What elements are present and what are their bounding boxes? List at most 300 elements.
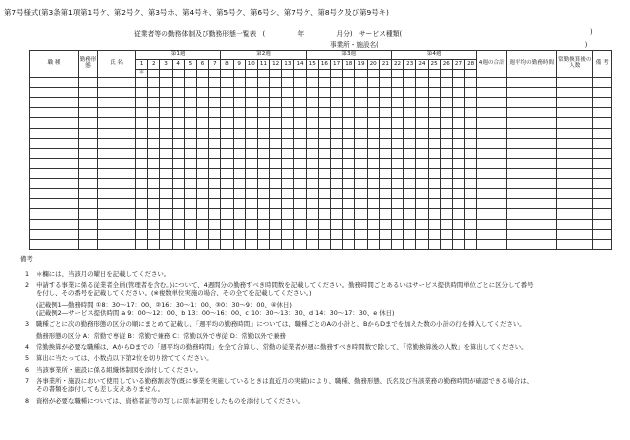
entry-cell[interactable] (428, 88, 440, 98)
entry-cell[interactable] (318, 168, 330, 178)
entry-cell[interactable] (257, 138, 269, 148)
entry-cell[interactable] (160, 88, 172, 98)
entry-cell[interactable] (79, 88, 98, 98)
entry-cell[interactable] (391, 138, 403, 148)
entry-cell[interactable] (306, 88, 318, 98)
entry-cell[interactable] (507, 88, 557, 98)
entry-cell[interactable] (318, 199, 330, 209)
entry-cell[interactable] (184, 209, 196, 219)
entry-cell[interactable] (306, 219, 318, 229)
entry-cell[interactable] (294, 189, 306, 199)
entry-cell[interactable] (136, 179, 148, 189)
entry-cell[interactable] (172, 78, 184, 88)
entry-cell[interactable] (367, 179, 379, 189)
entry-cell[interactable] (465, 118, 477, 128)
entry-cell[interactable] (98, 229, 136, 239)
entry-cell[interactable] (331, 189, 343, 199)
entry-cell[interactable] (428, 229, 440, 239)
entry-cell[interactable] (355, 168, 367, 178)
entry-cell[interactable] (148, 179, 160, 189)
entry-cell[interactable] (160, 98, 172, 108)
entry-cell[interactable] (318, 138, 330, 148)
entry-cell[interactable] (184, 118, 196, 128)
weekday-cell[interactable] (148, 70, 160, 78)
entry-cell[interactable] (557, 219, 593, 229)
entry-cell[interactable] (404, 88, 416, 98)
entry-cell[interactable] (452, 179, 464, 189)
entry-cell[interactable] (184, 88, 196, 98)
entry-cell[interactable] (245, 138, 257, 148)
entry-cell[interactable] (257, 219, 269, 229)
entry-cell[interactable] (294, 128, 306, 138)
entry-cell[interactable] (160, 168, 172, 178)
entry-cell[interactable] (136, 128, 148, 138)
entry-cell[interactable] (98, 138, 136, 148)
entry-cell[interactable] (507, 128, 557, 138)
entry-cell[interactable] (136, 148, 148, 158)
entry-cell[interactable] (557, 148, 593, 158)
entry-cell[interactable] (245, 239, 257, 249)
entry-cell[interactable] (391, 189, 403, 199)
entry-cell[interactable] (282, 199, 294, 209)
entry-cell[interactable] (343, 179, 355, 189)
entry-cell[interactable] (477, 219, 507, 229)
entry-cell[interactable] (30, 219, 79, 229)
entry-cell[interactable] (79, 209, 98, 219)
entry-cell[interactable] (391, 158, 403, 168)
entry-cell[interactable] (440, 179, 452, 189)
entry-cell[interactable] (557, 179, 593, 189)
entry-cell[interactable] (257, 179, 269, 189)
entry-cell[interactable] (416, 128, 428, 138)
entry-cell[interactable] (282, 98, 294, 108)
entry-cell[interactable] (391, 239, 403, 249)
entry-cell[interactable] (367, 229, 379, 239)
entry-cell[interactable] (282, 88, 294, 98)
entry-cell[interactable] (79, 158, 98, 168)
entry-cell[interactable] (428, 148, 440, 158)
entry-cell[interactable] (416, 168, 428, 178)
entry-cell[interactable] (209, 199, 221, 209)
entry-cell[interactable] (270, 138, 282, 148)
entry-cell[interactable] (233, 229, 245, 239)
entry-cell[interactable] (477, 189, 507, 199)
entry-cell[interactable] (209, 158, 221, 168)
entry-cell[interactable] (557, 138, 593, 148)
entry-cell[interactable] (465, 98, 477, 108)
entry-cell[interactable] (557, 239, 593, 249)
entry-cell[interactable] (233, 78, 245, 88)
entry-cell[interactable] (416, 148, 428, 158)
entry-cell[interactable] (477, 239, 507, 249)
entry-cell[interactable] (196, 158, 208, 168)
entry-cell[interactable] (367, 189, 379, 199)
entry-cell[interactable] (465, 138, 477, 148)
entry-cell[interactable] (379, 179, 391, 189)
entry-cell[interactable] (355, 78, 367, 88)
entry-cell[interactable] (391, 88, 403, 98)
entry-cell[interactable] (593, 219, 612, 229)
entry-cell[interactable] (209, 148, 221, 158)
entry-cell[interactable] (318, 209, 330, 219)
entry-cell[interactable] (355, 98, 367, 108)
entry-cell[interactable] (209, 78, 221, 88)
entry-cell[interactable] (306, 98, 318, 108)
entry-cell[interactable] (282, 239, 294, 249)
entry-cell[interactable] (98, 128, 136, 138)
entry-cell[interactable] (294, 148, 306, 158)
entry-cell[interactable] (221, 128, 233, 138)
entry-cell[interactable] (379, 108, 391, 118)
entry-cell[interactable] (136, 158, 148, 168)
entry-cell[interactable] (245, 98, 257, 108)
entry-cell[interactable] (209, 229, 221, 239)
entry-cell[interactable] (557, 158, 593, 168)
entry-cell[interactable] (79, 189, 98, 199)
entry-cell[interactable] (245, 118, 257, 128)
entry-cell[interactable] (245, 88, 257, 98)
entry-cell[interactable] (30, 189, 79, 199)
weekday-cell[interactable] (233, 70, 245, 78)
entry-cell[interactable] (593, 78, 612, 88)
entry-cell[interactable] (270, 88, 282, 98)
entry-cell[interactable] (593, 128, 612, 138)
entry-cell[interactable] (507, 179, 557, 189)
entry-cell[interactable] (318, 118, 330, 128)
entry-cell[interactable] (465, 179, 477, 189)
entry-cell[interactable] (294, 78, 306, 88)
entry-cell[interactable] (245, 158, 257, 168)
entry-cell[interactable] (391, 229, 403, 239)
entry-cell[interactable] (355, 108, 367, 118)
entry-cell[interactable] (404, 219, 416, 229)
entry-cell[interactable] (557, 189, 593, 199)
entry-cell[interactable] (221, 158, 233, 168)
entry-cell[interactable] (98, 108, 136, 118)
entry-cell[interactable] (507, 189, 557, 199)
entry-cell[interactable] (477, 209, 507, 219)
entry-cell[interactable] (331, 179, 343, 189)
entry-cell[interactable] (294, 209, 306, 219)
entry-cell[interactable] (452, 168, 464, 178)
entry-cell[interactable] (196, 239, 208, 249)
entry-cell[interactable] (233, 108, 245, 118)
entry-cell[interactable] (465, 168, 477, 178)
weekday-cell[interactable] (367, 70, 379, 78)
entry-cell[interactable] (221, 239, 233, 249)
weekday-cell[interactable] (209, 70, 221, 78)
entry-cell[interactable] (343, 148, 355, 158)
entry-cell[interactable] (30, 229, 79, 239)
entry-cell[interactable] (404, 98, 416, 108)
entry-cell[interactable] (593, 189, 612, 199)
entry-cell[interactable] (331, 209, 343, 219)
entry-cell[interactable] (294, 168, 306, 178)
entry-cell[interactable] (30, 209, 79, 219)
weekday-cell[interactable] (379, 70, 391, 78)
entry-cell[interactable] (306, 239, 318, 249)
entry-cell[interactable] (379, 209, 391, 219)
entry-cell[interactable] (440, 108, 452, 118)
entry-cell[interactable] (452, 199, 464, 209)
entry-cell[interactable] (98, 148, 136, 158)
entry-cell[interactable] (557, 108, 593, 118)
entry-cell[interactable] (282, 229, 294, 239)
entry-cell[interactable] (282, 138, 294, 148)
entry-cell[interactable] (282, 168, 294, 178)
entry-cell[interactable] (355, 88, 367, 98)
entry-cell[interactable] (428, 179, 440, 189)
entry-cell[interactable] (79, 168, 98, 178)
entry-cell[interactable] (196, 88, 208, 98)
entry-cell[interactable] (221, 189, 233, 199)
entry-cell[interactable] (184, 138, 196, 148)
entry-cell[interactable] (391, 78, 403, 88)
entry-cell[interactable] (270, 98, 282, 108)
entry-cell[interactable] (306, 168, 318, 178)
entry-cell[interactable] (440, 148, 452, 158)
entry-cell[interactable] (172, 229, 184, 239)
entry-cell[interactable] (465, 239, 477, 249)
entry-cell[interactable] (172, 168, 184, 178)
entry-cell[interactable] (221, 229, 233, 239)
entry-cell[interactable] (477, 138, 507, 148)
entry-cell[interactable] (465, 199, 477, 209)
entry-cell[interactable] (196, 168, 208, 178)
entry-cell[interactable] (160, 189, 172, 199)
entry-cell[interactable] (440, 189, 452, 199)
entry-cell[interactable] (233, 168, 245, 178)
entry-cell[interactable] (391, 179, 403, 189)
entry-cell[interactable] (294, 229, 306, 239)
entry-cell[interactable] (221, 179, 233, 189)
entry-cell[interactable] (79, 239, 98, 249)
entry-cell[interactable] (233, 239, 245, 249)
entry-cell[interactable] (477, 118, 507, 128)
entry-cell[interactable] (404, 78, 416, 88)
entry-cell[interactable] (593, 118, 612, 128)
entry-cell[interactable] (294, 158, 306, 168)
entry-cell[interactable] (196, 199, 208, 209)
entry-cell[interactable] (257, 158, 269, 168)
entry-cell[interactable] (355, 179, 367, 189)
entry-cell[interactable] (98, 239, 136, 249)
entry-cell[interactable] (593, 229, 612, 239)
entry-cell[interactable] (318, 108, 330, 118)
entry-cell[interactable] (391, 209, 403, 219)
entry-cell[interactable] (270, 118, 282, 128)
entry-cell[interactable] (270, 148, 282, 158)
entry-cell[interactable] (318, 158, 330, 168)
entry-cell[interactable] (30, 239, 79, 249)
entry-cell[interactable] (318, 128, 330, 138)
entry-cell[interactable] (379, 199, 391, 209)
entry-cell[interactable] (79, 98, 98, 108)
entry-cell[interactable] (270, 229, 282, 239)
entry-cell[interactable] (416, 229, 428, 239)
entry-cell[interactable] (160, 78, 172, 88)
entry-cell[interactable] (196, 179, 208, 189)
entry-cell[interactable] (148, 108, 160, 118)
entry-cell[interactable] (233, 179, 245, 189)
entry-cell[interactable] (593, 158, 612, 168)
entry-cell[interactable] (477, 98, 507, 108)
entry-cell[interactable] (416, 118, 428, 128)
entry-cell[interactable] (367, 78, 379, 88)
entry-cell[interactable] (593, 148, 612, 158)
weekday-cell[interactable] (270, 70, 282, 78)
entry-cell[interactable] (477, 108, 507, 118)
entry-cell[interactable] (428, 158, 440, 168)
entry-cell[interactable] (440, 138, 452, 148)
weekday-cell[interactable] (257, 70, 269, 78)
entry-cell[interactable] (294, 199, 306, 209)
entry-cell[interactable] (257, 118, 269, 128)
entry-cell[interactable] (209, 168, 221, 178)
entry-cell[interactable] (148, 239, 160, 249)
entry-cell[interactable] (282, 158, 294, 168)
entry-cell[interactable] (507, 98, 557, 108)
entry-cell[interactable] (98, 88, 136, 98)
entry-cell[interactable] (379, 138, 391, 148)
entry-cell[interactable] (477, 168, 507, 178)
entry-cell[interactable] (270, 209, 282, 219)
entry-cell[interactable] (404, 118, 416, 128)
entry-cell[interactable] (172, 108, 184, 118)
entry-cell[interactable] (172, 179, 184, 189)
entry-cell[interactable] (98, 158, 136, 168)
entry-cell[interactable] (148, 118, 160, 128)
entry-cell[interactable] (379, 158, 391, 168)
entry-cell[interactable] (172, 189, 184, 199)
entry-cell[interactable] (160, 209, 172, 219)
entry-cell[interactable] (343, 219, 355, 229)
entry-cell[interactable] (593, 199, 612, 209)
entry-cell[interactable] (318, 98, 330, 108)
entry-cell[interactable] (343, 128, 355, 138)
entry-cell[interactable] (477, 88, 507, 98)
entry-cell[interactable] (379, 219, 391, 229)
entry-cell[interactable] (404, 239, 416, 249)
entry-cell[interactable] (343, 158, 355, 168)
entry-cell[interactable] (331, 78, 343, 88)
entry-cell[interactable] (196, 138, 208, 148)
weekday-cell[interactable] (184, 70, 196, 78)
entry-cell[interactable] (160, 118, 172, 128)
entry-cell[interactable] (30, 148, 79, 158)
entry-cell[interactable] (343, 118, 355, 128)
entry-cell[interactable] (282, 179, 294, 189)
entry-cell[interactable] (282, 209, 294, 219)
entry-cell[interactable] (270, 158, 282, 168)
entry-cell[interactable] (440, 209, 452, 219)
entry-cell[interactable] (477, 229, 507, 239)
weekday-cell[interactable] (343, 70, 355, 78)
entry-cell[interactable] (30, 138, 79, 148)
entry-cell[interactable] (367, 168, 379, 178)
entry-cell[interactable] (196, 78, 208, 88)
entry-cell[interactable] (428, 199, 440, 209)
entry-cell[interactable] (452, 98, 464, 108)
entry-cell[interactable] (245, 108, 257, 118)
entry-cell[interactable] (270, 189, 282, 199)
weekday-cell[interactable] (404, 70, 416, 78)
entry-cell[interactable] (404, 179, 416, 189)
entry-cell[interactable] (306, 118, 318, 128)
entry-cell[interactable] (331, 118, 343, 128)
entry-cell[interactable] (30, 199, 79, 209)
entry-cell[interactable] (221, 118, 233, 128)
entry-cell[interactable] (318, 179, 330, 189)
entry-cell[interactable] (79, 128, 98, 138)
entry-cell[interactable] (306, 189, 318, 199)
entry-cell[interactable] (79, 199, 98, 209)
entry-cell[interactable] (136, 229, 148, 239)
entry-cell[interactable] (245, 128, 257, 138)
entry-cell[interactable] (440, 158, 452, 168)
entry-cell[interactable] (379, 229, 391, 239)
entry-cell[interactable] (184, 78, 196, 88)
entry-cell[interactable] (416, 138, 428, 148)
entry-cell[interactable] (136, 199, 148, 209)
entry-cell[interactable] (452, 148, 464, 158)
entry-cell[interactable] (367, 219, 379, 229)
entry-cell[interactable] (343, 239, 355, 249)
entry-cell[interactable] (379, 189, 391, 199)
entry-cell[interactable] (343, 78, 355, 88)
entry-cell[interactable] (98, 78, 136, 88)
entry-cell[interactable] (160, 179, 172, 189)
entry-cell[interactable] (428, 78, 440, 88)
entry-cell[interactable] (416, 179, 428, 189)
entry-cell[interactable] (465, 229, 477, 239)
entry-cell[interactable] (465, 219, 477, 229)
entry-cell[interactable] (367, 148, 379, 158)
weekday-cell[interactable] (465, 70, 477, 78)
entry-cell[interactable] (507, 118, 557, 128)
entry-cell[interactable] (245, 199, 257, 209)
entry-cell[interactable] (593, 88, 612, 98)
entry-cell[interactable] (331, 138, 343, 148)
entry-cell[interactable] (294, 98, 306, 108)
entry-cell[interactable] (355, 219, 367, 229)
entry-cell[interactable] (282, 219, 294, 229)
entry-cell[interactable] (593, 108, 612, 118)
entry-cell[interactable] (452, 189, 464, 199)
entry-cell[interactable] (221, 168, 233, 178)
entry-cell[interactable] (306, 229, 318, 239)
entry-cell[interactable] (355, 239, 367, 249)
entry-cell[interactable] (355, 118, 367, 128)
entry-cell[interactable] (452, 78, 464, 88)
entry-cell[interactable] (98, 98, 136, 108)
entry-cell[interactable] (355, 128, 367, 138)
entry-cell[interactable] (367, 199, 379, 209)
entry-cell[interactable] (160, 138, 172, 148)
entry-cell[interactable] (404, 138, 416, 148)
entry-cell[interactable] (452, 219, 464, 229)
entry-cell[interactable] (136, 189, 148, 199)
entry-cell[interactable] (184, 168, 196, 178)
entry-cell[interactable] (404, 199, 416, 209)
entry-cell[interactable] (160, 239, 172, 249)
entry-cell[interactable] (184, 108, 196, 118)
entry-cell[interactable] (148, 128, 160, 138)
entry-cell[interactable] (257, 108, 269, 118)
entry-cell[interactable] (148, 148, 160, 158)
entry-cell[interactable] (331, 168, 343, 178)
entry-cell[interactable] (172, 138, 184, 148)
